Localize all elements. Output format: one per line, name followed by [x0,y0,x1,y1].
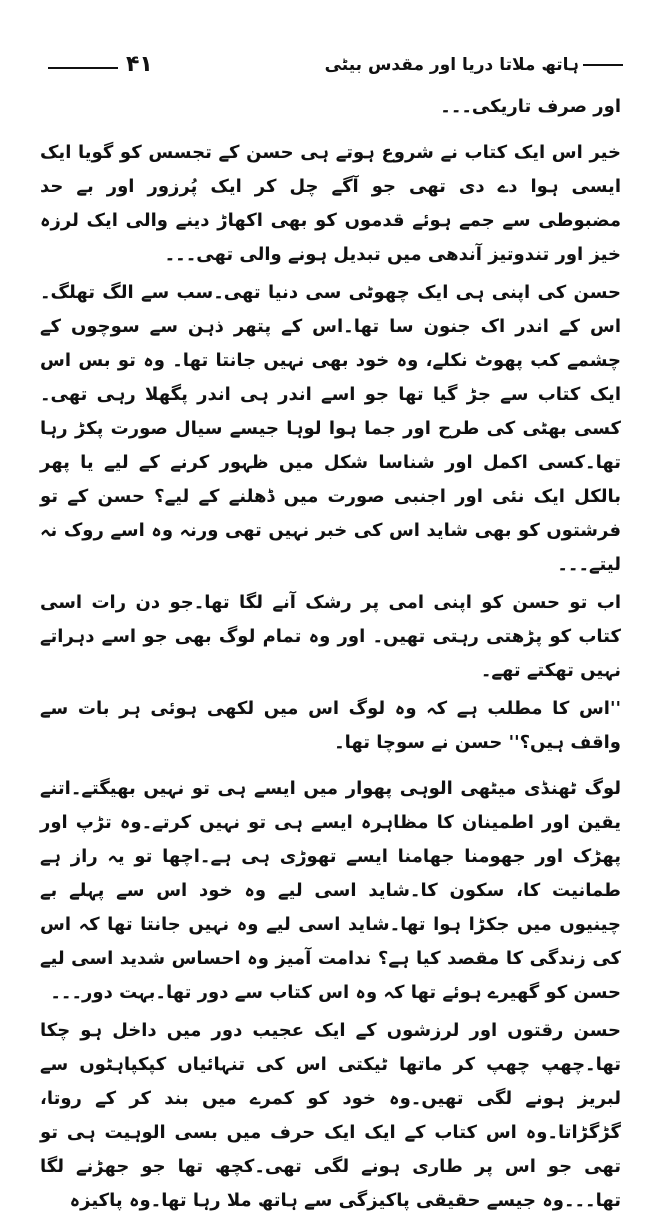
paragraph: حسن کی اپنی ہی ایک چھوٹی سی دنیا تھی۔سب سے الگ تھلگ۔اس کے اندر اک جنون سا تھا۔اس کے پتھر ذہن سے سوچوں کے چشمے کب پھوٹ نکلے، وہ خود بھی نہیں جانتا تھا۔ وہ تو بس اس ایک کتاب سے جڑ گیا تھا جو اسے اندر ہی اندر پگھلا رہی تھی۔کسی بھٹی کی طرح اور جما ہوا لوہا جیسے سیال صورت پکڑ رہا تھا۔کسی اکمل اور شناسا شکل میں ظہور کرنے کے لیے یا پھر بالکل ایک نئی اور اجنبی صورت میں ڈھلنے کے لیے؟ حسن کے تو فرشتوں کو بھی شاید اس کی خبر نہیں تھی ورنہ وہ اسے روک نہ لیتے۔۔۔ [40,282,621,575]
page-number: ۴۱ [126,52,153,77]
running-title [325,54,623,75]
paragraph: خیر اس ایک کتاب نے شروع ہوتے ہی حسن کے تجسس کو گویا ایک ایسی ہوا دے دی تھی جو آگے چل کر ایک پُرزور اور بے حد مضبوطی سے جمے ہوئے قدموں کو بھی اکھاڑ دینے والی ایک لرزہ خیز اور تندوتیز آندھی میں تبدیل ہونے والی تھی۔۔۔ [40,142,621,265]
running-title-text: ہاتھ ملاتا دریا اور مقدس بیٹی [324,55,579,75]
page-header [38,50,623,84]
paragraph: اب تو حسن کو اپنی امی پر رشک آنے لگا تھا۔جو دن رات اسی کتاب کو پڑھتی رہتی تھیں۔ اور وہ تمام لوگ بھی جو اسے دہراتے نہیں تھکتے تھے۔ [40,592,621,681]
body-text [40,90,621,1222]
paragraph: اور صرف تاریکی۔۔۔ [440,96,621,117]
title-rule [583,64,623,66]
paragraph: ''اس کا مطلب ہے کہ وہ لوگ اس میں لکھی ہوئی ہر بات سے واقف ہیں؟'' حسن نے سوچا تھا۔ [40,698,621,753]
paragraph: حسن رقتوں اور لرزشوں کے ایک عجیب دور میں داخل ہو چکا تھا۔چھپ چھپ کر ماتھا ٹیکتی اس کی تنہائیاں کپکپاہٹوں سے لبریز ہونے لگی تھیں۔وہ خود کو کمرے میں بند کر کے روتا، گڑگڑاتا۔وہ اس کتاب کے ایک ایک حرف میں بسی الوہیت ہی تو تھی جو اس پر طاری ہونے لگی تھی۔کچھ تھا جو جھڑنے لگا تھا۔۔۔وہ جیسے حقیقی پاکیزگی سے ہاتھ ملا رہا تھا۔وہ پاکیزہ [40,1020,621,1211]
header-rule [48,67,118,69]
paragraph: لوگ ٹھنڈی میٹھی الوہی پھوار میں ایسے ہی تو نہیں بھیگتے۔اتنے یقین اور اطمینان کا مظاہرہ ایسے ہی تو نہیں کرتے۔وہ تڑپ اور پھڑک اور جھومنا جھامنا ایسے تھوڑی ہی ہے۔اچھا تو یہ راز ہے طمانیت کا، سکون کا۔شاید اسی لیے وہ خود اس سے پہلے بے چینیوں میں جکڑا ہوا تھا۔شاید اسی لیے وہ نہیں جانتا تھا کہ اس کی زندگی کا مقصد کیا ہے؟ ندامت آمیز وہ احساس شدید اسی لیے حسن کو گھیرے ہوئے تھا کہ وہ اس کتاب سے دور تھا۔بہت دور۔۔۔ [40,778,621,1003]
